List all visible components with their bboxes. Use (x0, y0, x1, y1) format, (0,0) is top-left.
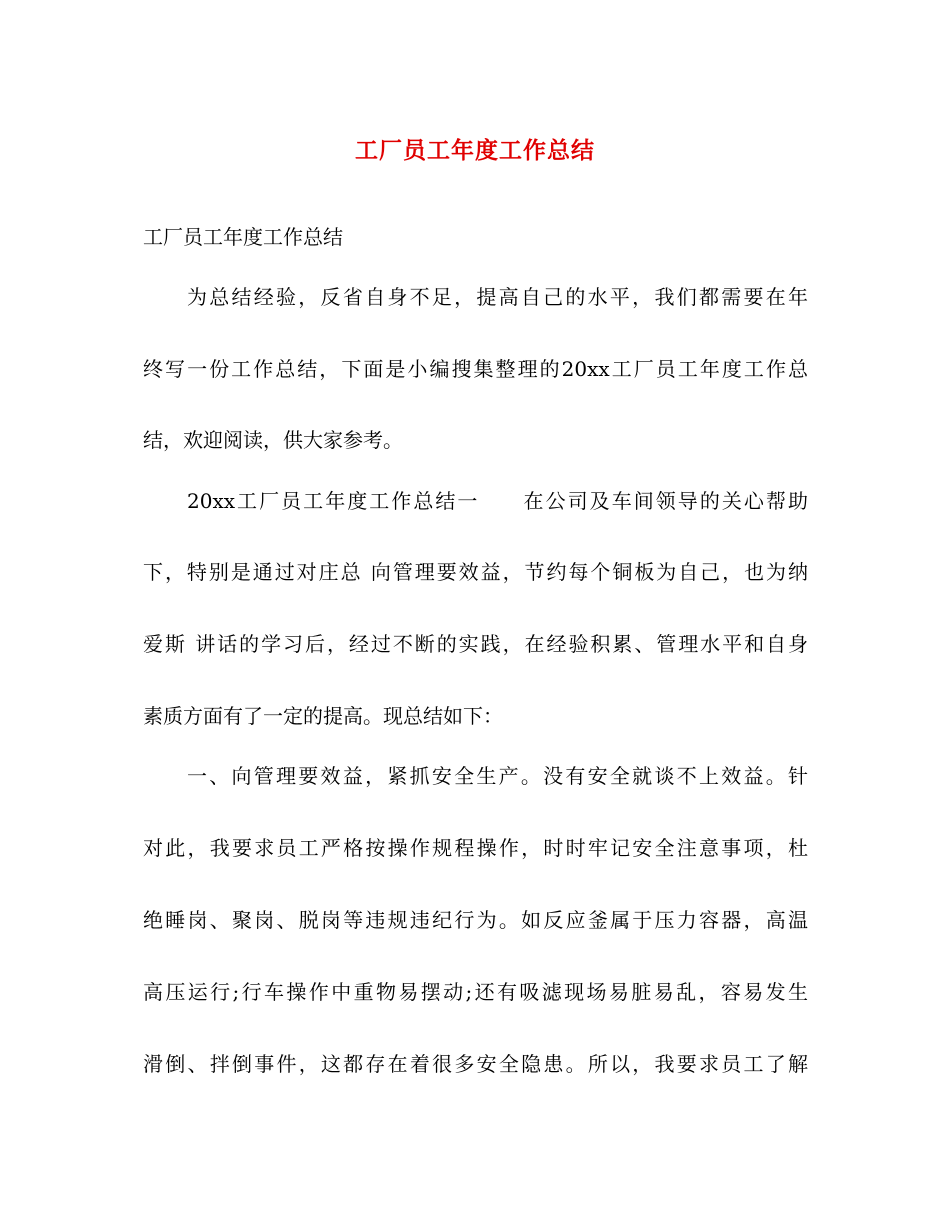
paragraph-line: 对此，我要求员工严格按操作规程操作，时时牢记安全注意事项，杜 (143, 836, 808, 860)
paragraph-line: 高压运行;行车操作中重物易摆动;还有吸滤现场易脏易乱，容易发生 (143, 980, 808, 1004)
paragraph-line: 爱斯 讲话的学习后，经过不断的实践，在经验积累、管理水平和自身 (143, 632, 808, 656)
paragraph-line: 终写一份工作总结，下面是小编搜集整理的20xx工厂员工年度工作总 (143, 357, 808, 381)
document-title: 工厂员工年度工作总结 (355, 137, 595, 164)
paragraph-line: 素质方面有了一定的提高。现总结如下： (143, 704, 503, 728)
section-heading: 工厂员工年度工作总结 (143, 225, 343, 249)
paragraph-line: 下，特别是通过对庄总 向管理要效益，节约每个铜板为自己，也为纳 (143, 560, 808, 584)
paragraph-line: 绝睡岗、聚岗、脱岗等违规违纪行为。如反应釜属于压力容器，高温 (143, 908, 808, 932)
paragraph-line: 结，欢迎阅读，供大家参考。 (143, 428, 403, 452)
paragraph-line: 滑倒、拌倒事件，这都存在着很多安全隐患。所以，我要求员工了解 (143, 1052, 808, 1076)
paragraph-line: 为总结经验，反省自身不足，提高自己的水平，我们都需要在年 (187, 285, 808, 309)
paragraph-line: 一、向管理要效益，紧抓安全生产。没有安全就谈不上效益。针 (187, 764, 808, 788)
paragraph-line: 20xx工厂员工年度工作总结一 在公司及车间领导的关心帮助 (187, 489, 808, 513)
